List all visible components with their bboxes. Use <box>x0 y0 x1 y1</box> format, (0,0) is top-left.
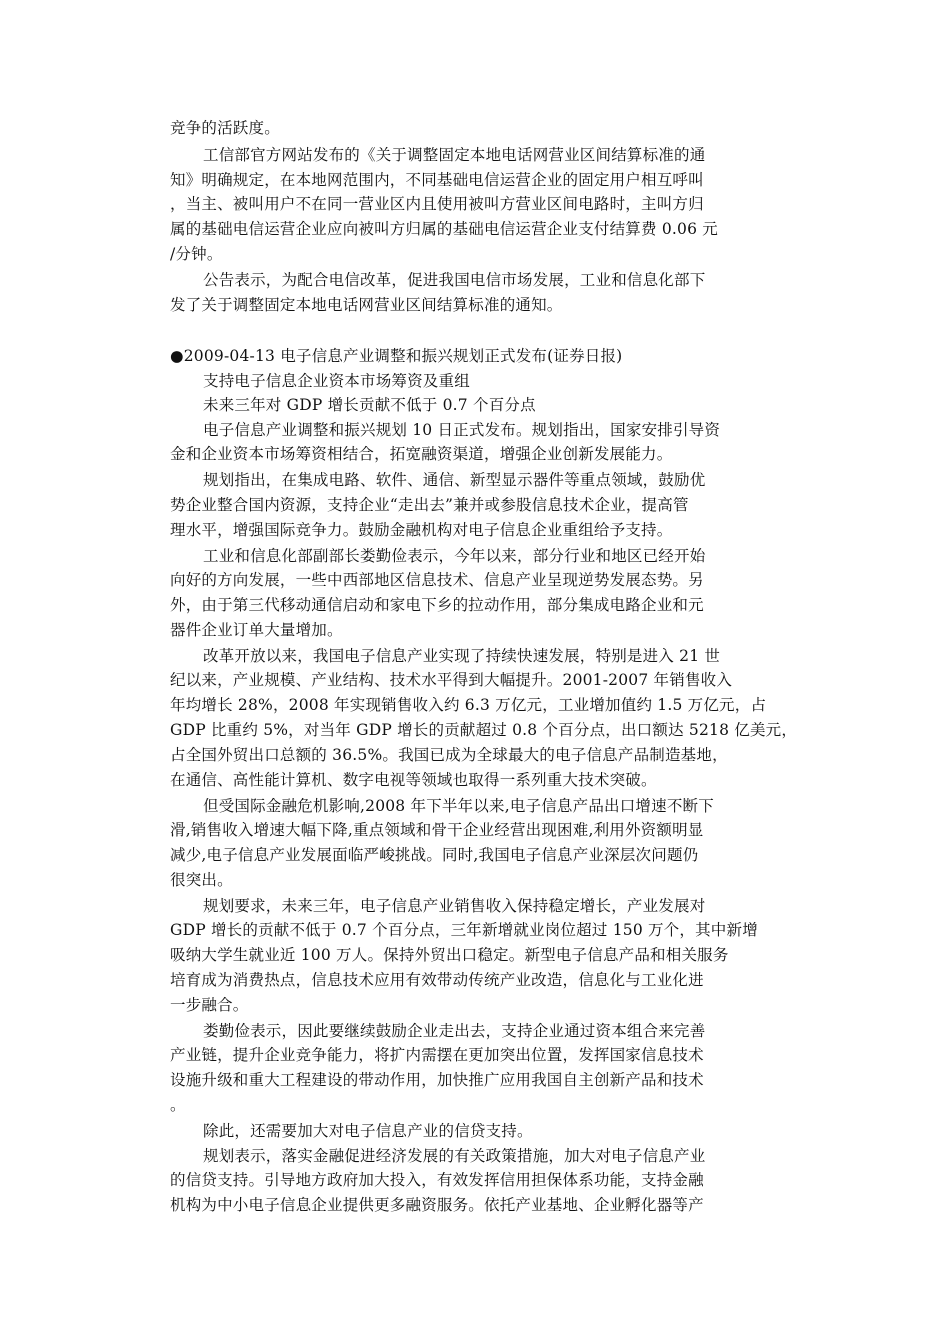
subheading: 未来三年对 GDP 增长贡献不低于 0.7 个百分点 <box>203 396 536 414</box>
news-headline: ●2009-04-13 电子信息产业调整和振兴规划正式发布(证券日报) <box>170 347 623 365</box>
subheading: 支持电子信息企业资本市场筹资及重组 <box>203 372 470 390</box>
text-line: ，当主、被叫用户不在同一营业区内且使用被叫方营业区间电路时，主叫方归 <box>170 195 704 213</box>
text-line: 属的基础电信运营企业应向被叫方归属的基础电信运营企业支付结算费 0.06 元 <box>170 220 718 238</box>
text-line: 占全国外贸出口总额的 36.5%。我国已成为全球最大的电子信息产品制造基地， <box>170 746 728 764</box>
text-line: GDP 比重约 5%，对当年 GDP 增长的贡献超过 0.8 个百分点，出口额达 5218 亿美元， <box>170 721 798 739</box>
text-line: 减少,电子信息产业发展面临严峻挑战。同时,我国电子信息产业深层次问题仍 <box>170 846 699 864</box>
text-line: 设施升级和重大工程建设的带动作用，加快推广应用我国自主创新产品和技术 <box>170 1071 704 1089</box>
text-line: 培育成为消费热点，信息技术应用有效带动传统产业改造，信息化与工业化进 <box>170 971 704 989</box>
text-line: 规划要求，未来三年，电子信息产业销售收入保持稳定增长，产业发展对 <box>203 897 706 915</box>
text-line: 很突出。 <box>170 871 233 889</box>
text-line: 在通信、高性能计算机、数字电视等领域也取得一系列重大技术突破。 <box>170 771 657 789</box>
text-line: 金和企业资本市场筹资相结合，拓宽融资渠道，增强企业创新发展能力。 <box>170 445 673 463</box>
text-line: 理水平，增强国际竞争力。鼓励金融机构对电子信息企业重组给予支持。 <box>170 521 673 539</box>
text-line: 公告表示，为配合电信改革，促进我国电信市场发展，工业和信息化部下 <box>203 271 706 289</box>
text-line: 向好的方向发展，一些中西部地区信息技术、信息产业呈现逆势发展态势。另 <box>170 571 704 589</box>
text-line: 的信贷支持。引导地方政府加大投入，有效发挥信用担保体系功能，支持金融 <box>170 1171 704 1189</box>
text-line: 纪以来，产业规模、产业结构、技术水平得到大幅提升。2001-2007 年销售收入 <box>170 671 733 689</box>
text-line: /分钟。 <box>170 245 223 263</box>
text-line: 年均增长 28%，2008 年实现销售收入约 6.3 万亿元，工业增加值约 1.5 万亿元，占 <box>170 696 767 714</box>
text-line: 改革开放以来，我国电子信息产业实现了持续快速发展，特别是进入 21 世 <box>203 647 721 665</box>
text-line: 工信部官方网站发布的《关于调整固定本地电话网营业区间结算标准的通 <box>203 146 706 164</box>
text-line: 吸纳大学生就业近 100 万人。保持外贸出口稳定。新型电子信息产品和相关服务 <box>170 946 729 964</box>
text-line: 知》明确规定，在本地网范围内，不同基础电信运营企业的固定用户相互呼叫 <box>170 171 704 189</box>
text-line: 机构为中小电子信息企业提供更多融资服务。依托产业基地、企业孵化器等产 <box>170 1196 704 1214</box>
text-line: 规划指出，在集成电路、软件、通信、新型显示器件等重点领域，鼓励优 <box>203 471 706 489</box>
text-line: GDP 增长的贡献不低于 0.7 个百分点，三年新增就业岗位超过 150 万个，其中新增 <box>170 921 758 939</box>
text-line: 工业和信息化部副部长娄勤俭表示，今年以来，部分行业和地区已经开始 <box>203 547 706 565</box>
text-line: 电子信息产业调整和振兴规划 10 日正式发布。规划指出，国家安排引导资 <box>203 421 721 439</box>
text-line: 产业链，提升企业竞争能力，将扩内需摆在更加突出位置，发挥国家信息技术 <box>170 1046 704 1064</box>
text-line: 。 <box>170 1096 186 1114</box>
text-line: 势企业整合国内资源，支持企业“走出去”兼并或参股信息技术企业，提高管 <box>170 496 689 514</box>
text-line: 除此，还需要加大对电子信息产业的信贷支持。 <box>203 1122 533 1140</box>
text-line: 一步融合。 <box>170 996 249 1014</box>
text-line: 规划表示，落实金融促进经济发展的有关政策措施，加大对电子信息产业 <box>203 1147 706 1165</box>
text-line: 竞争的活跃度。 <box>170 119 280 137</box>
text-line: 器件企业订单大量增加。 <box>170 621 343 639</box>
text-line: 但受国际金融危机影响,2008 年下半年以来,电子信息产品出口增速不断下 <box>203 797 714 815</box>
text-line: 滑,销售收入增速大幅下降,重点领域和骨干企业经营出现困难,利用外资额明显 <box>170 821 704 839</box>
text-line: 发了关于调整固定本地电话网营业区间结算标准的通知。 <box>170 296 563 314</box>
text-line: 娄勤俭表示，因此要继续鼓励企业走出去，支持企业通过资本组合来完善 <box>203 1022 706 1040</box>
text-line: 外，由于第三代移动通信启动和家电下乡的拉动作用，部分集成电路企业和元 <box>170 596 704 614</box>
